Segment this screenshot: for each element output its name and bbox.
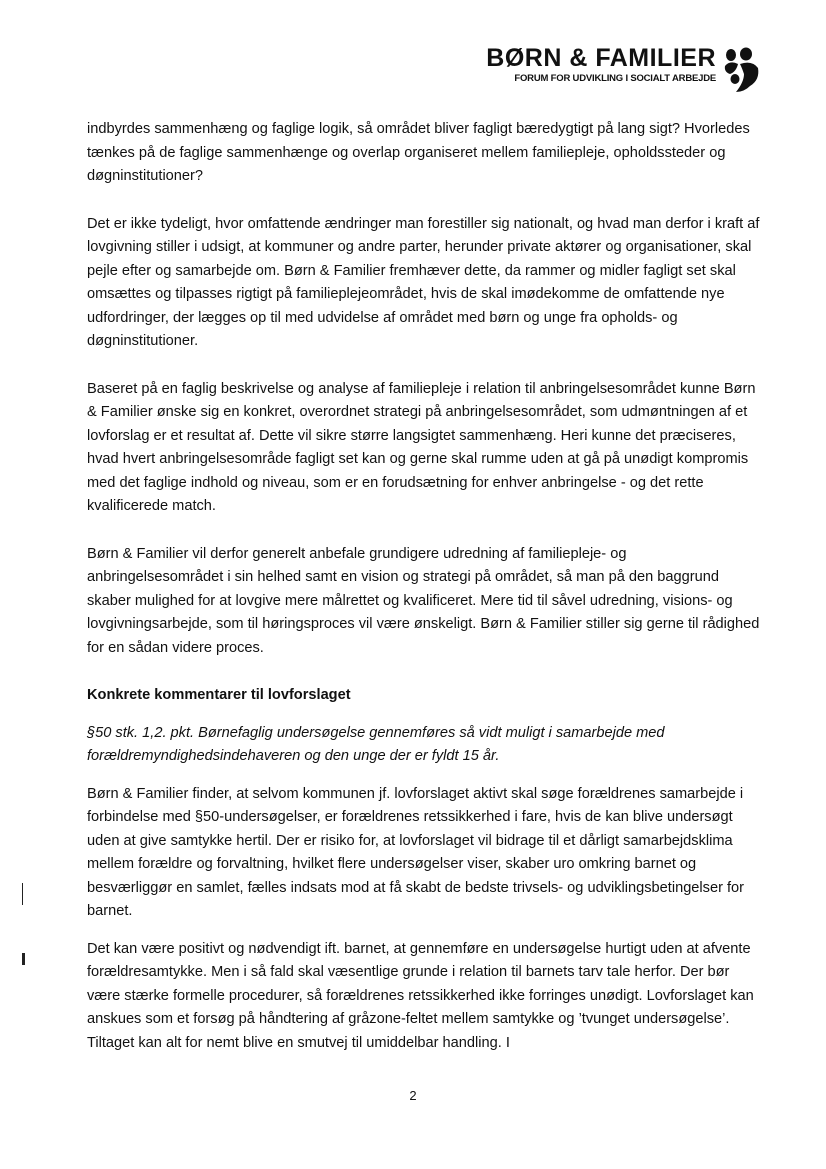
law-quote: §50 stk. 1,2. pkt. Børnefaglig undersøgelse gennemføres så vidt muligt i samarbejde med forældremyndighedsindehaveren og den unge der er fyldt 15 år. bbox=[87, 724, 665, 764]
paragraph: Det kan være positivt og nødvendigt ift. barnet, at gennemføre en undersøgelse hurtigt uden at afvente forældresamtykke. Men i så fald skal væsentlige grunde i relation til barnets tarv tale herfor. Der bør være stærke formelle procedurer, så forældrenes retssikkerhed ikke forringes unødigt. Lovforslaget kan anskues som et forsøg på håndtering af gråzone-feltet mellem samtykke og ’tvunget undersøgelse’. Tiltaget kan alt for nemt blive en smutvej til umiddelbar handling. I bbox=[87, 940, 754, 1051]
paragraph: Det er ikke tydeligt, hvor omfattende ændringer man forestiller sig nationalt, og hvad man derfor i kraft af lovgivning stiller i udsigt, at kommuner og andre parter, herunder private aktører og organisationer, skal pejle efter og samarbejde om. Børn & Familier fremhæver dette, da rammer og midler fagligt set skal omsættes og tilpasses rigtigt på familieplejeområdet, hvis de skal imødekomme de omfattende nye udfordringer, der lægges op til med udvidelse af området med børn og unge fra opholds- og døgninstitutioner. bbox=[87, 215, 760, 349]
page-number: 2 bbox=[409, 1088, 417, 1103]
document-body bbox=[87, 118, 763, 1055]
organization-logo bbox=[486, 44, 762, 94]
margin-mark bbox=[22, 953, 25, 965]
section-heading: Konkrete kommentarer til lovforslaget bbox=[87, 687, 351, 703]
paragraph: Børn & Familier vil derfor generelt anbefale grundigere udredning af familiepleje- og anbringelsesområdet i sin helhed samt en vision og strategi på området, så man på den baggrund skaber mulighed for at lovgive mere målrettet og kvalificeret. Mere tid til såvel udredning, visions- og lovgivningsarbejde, som til høringsproces vil være ønskeligt. Børn & Familier stiller sig gerne til rådighed for en sådan videre proces. bbox=[87, 545, 760, 656]
logo-text-block bbox=[486, 44, 716, 85]
margin-mark bbox=[22, 883, 23, 905]
logo-title: BØRN & FAMILIER bbox=[486, 44, 716, 72]
paragraph: Børn & Familier finder, at selvom kommunen jf. lovforslaget aktivt skal søge forældrenes samarbejde i forbindelse med §50-undersøgelser, er forældrenes retssikkerhed i fare, hvis de kan blive undersøgt uden at give samtykke hertil. Der er risiko for, at lovforslaget vil bidrage til et dårligt samarbejdsklima mellem forældre og forvaltning, hvilket flere undersøgelser viser, skaber uro omkring barnet og besværliggør en samlet, fælles indsats mod at få skabt de bedste trivsels- og udviklingsbetingelser for barnet. bbox=[87, 785, 745, 919]
paragraph: indbyrdes sammenhæng og faglige logik, så området bliver fagligt bæredygtigt på lang sigt? Hvorledes tænkes på de faglige sammenhænge og overlap organiseret mellem familiepleje, opholdssteder og døgninstitutioner? bbox=[87, 121, 750, 184]
figures-logo-icon bbox=[722, 46, 762, 94]
paragraph: Baseret på en faglig beskrivelse og analyse af familiepleje i relation til anbringelsesområdet kunne Børn & Familier ønske sig en konkret, overordnet strategi på anbringelsesområdet, som udmøntningen af et lovforslag er et resultat af. Dette vil sikre større langsigtet sammenhæng. Heri kunne det præciseres, hvad hvert anbringelsesområde fagligt set kan og gerne skal rumme uden at gå på unødigt kompromis med det faglige indhold og niveau, som er en forudsætning for enhver anbringelse - og det rette kvalificerede match. bbox=[87, 380, 756, 514]
logo-subtitle: FORUM FOR UDVIKLING I SOCIALT ARBEJDE bbox=[514, 73, 716, 84]
